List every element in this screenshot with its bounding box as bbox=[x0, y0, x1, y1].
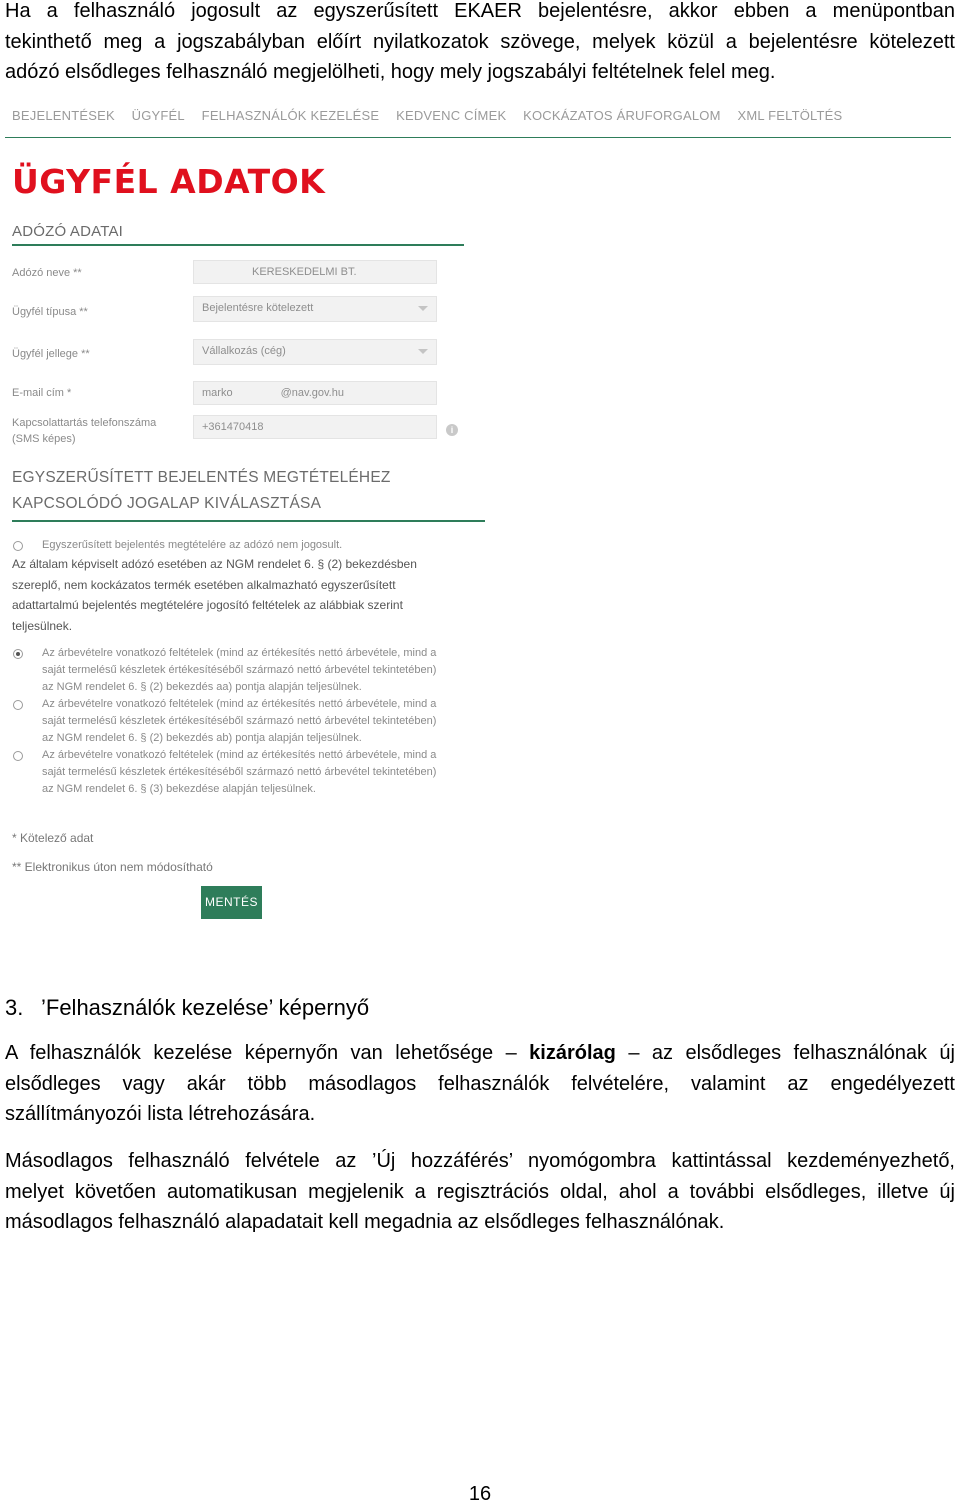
body-line: másodlagos felhasználó alapadatait kell megadnia az elsődleges felhasználónak. bbox=[5, 1211, 725, 1233]
email-field[interactable] bbox=[193, 381, 437, 405]
page-title: ÜGYFÉL ADATOK bbox=[12, 162, 326, 201]
chevron-down-icon bbox=[418, 306, 428, 311]
option-line: saját termelésű készletek értékesítéséből származó nettó árbevétel tekintetében) bbox=[42, 664, 437, 676]
top-navigation bbox=[12, 108, 855, 128]
nav-item-kedvenc-cimek[interactable]: KEDVENC CÍMEK bbox=[396, 108, 507, 123]
option-line: az NGM rendelet 6. § (2) bekezdés ab) pontja alapján teljesülnek. bbox=[42, 732, 362, 744]
section-number: 3. bbox=[5, 995, 24, 1020]
ugyfel-tipusa-value: Bejelentésre kötelezett bbox=[202, 302, 314, 314]
intro-paragraph bbox=[5, 0, 955, 88]
field-label-adozo-neve: Adózó neve ** bbox=[12, 267, 82, 279]
ugyfel-jellege-value: Vállalkozás (cég) bbox=[202, 345, 286, 357]
emphasis-text: kizárólag bbox=[529, 1042, 616, 1064]
nav-divider bbox=[5, 137, 951, 138]
section-title-jogalap bbox=[12, 469, 391, 513]
option-line: saját termelésű készletek értékesítéséből származó nettó árbevétel tekintetében) bbox=[42, 766, 437, 778]
body-line: szállítmányozói lista létrehozására. bbox=[5, 1103, 316, 1125]
intro-line: adózó elsődleges felhasználó megjelölheti, hogy mely jogszabályi feltételnek felel meg. bbox=[5, 61, 776, 83]
field-label-phone-line: (SMS képes) bbox=[12, 433, 76, 445]
option-line: az NGM rendelet 6. § (2) bekezdés aa) pontja alapján teljesülnek. bbox=[42, 681, 362, 693]
body-line: melyet követően automatikusan megjelenik a regisztrációs oldal, ahol a további elsődleges, illetve új bbox=[5, 1180, 955, 1203]
nav-item-ugyfel[interactable]: ÜGYFÉL bbox=[131, 108, 185, 123]
section-title-line: KAPCSOLÓDÓ JOGALAP KIVÁLASZTÁSA bbox=[12, 495, 322, 512]
body-line bbox=[5, 1038, 955, 1069]
declaration-intro-line: teljesülnek. bbox=[12, 618, 73, 633]
nav-item-kockazatos-aruforgalom[interactable]: KOCKÁZATOS ÁRUFORGALOM bbox=[523, 108, 721, 123]
declaration-intro bbox=[12, 554, 442, 636]
section-heading bbox=[5, 993, 369, 1023]
option-ab-label bbox=[42, 696, 482, 747]
option-line: saját termelésű készletek értékesítéséből származó nettó árbevétel tekintetében) bbox=[42, 715, 437, 727]
phone-field[interactable]: +361470418 bbox=[193, 415, 437, 439]
section-title-line: EGYSZERŰSÍTETT BEJELENTÉS MEGTÉTELÉHEZ bbox=[12, 469, 391, 486]
field-label-email: E-mail cím * bbox=[12, 387, 72, 399]
option-6-3-label bbox=[42, 747, 482, 798]
section-divider bbox=[12, 520, 485, 522]
option-line: az NGM rendelet 6. § (3) bekezdése alapján teljesülnek. bbox=[42, 783, 316, 795]
intro-line: Ha a felhasználó jogosult az egyszerűsített EKAER bejelentésre, akkor ebben a menüpontban bbox=[5, 0, 955, 22]
ugyfel-jellege-select[interactable] bbox=[193, 339, 437, 365]
body-line: elsődleges vagy akár több másodlagos felhasználók felvételére, valamint az engedélyezett bbox=[5, 1072, 955, 1095]
declaration-intro-line: szereplő, nem kockázatos termék esetében alkalmazható egyszerűsített bbox=[12, 577, 396, 592]
page-number: 16 bbox=[468, 1483, 492, 1505]
note-required: * Kötelező adat bbox=[12, 831, 94, 845]
declaration-intro-line: Az általam képviselt adózó esetében az NGM rendelet 6. § (2) bekezdésben bbox=[12, 557, 417, 571]
option-line: Az árbevételre vonatkozó feltételek (mind az értékesítés nettó árbevétele, mind a bbox=[42, 749, 437, 761]
intro-line: tekinthető meg a jogszabályban előírt nyilatkozatok szövege, melyek közül a bejelentésre kötelezett bbox=[5, 30, 955, 53]
body-paragraph bbox=[5, 1146, 955, 1238]
email-domain-part: @nav.gov.hu bbox=[280, 387, 344, 399]
field-label-phone-line: Kapcsolattartás telefonszáma bbox=[12, 417, 157, 429]
nav-item-felhasznalok-kezelese[interactable]: FELHASZNÁLÓK KEZELÉSE bbox=[201, 108, 380, 123]
body-text: A felhasználók kezelése képernyőn van lehetősége – bbox=[5, 1042, 517, 1064]
option-aa-label bbox=[42, 645, 482, 696]
chevron-down-icon bbox=[418, 349, 428, 354]
section-divider bbox=[12, 244, 464, 246]
radio-not-entitled[interactable] bbox=[13, 541, 23, 551]
nav-item-xml-feltoltes[interactable]: XML FELTÖLTÉS bbox=[737, 108, 843, 123]
adozo-neve-field[interactable]: KERESKEDELMI BT. bbox=[193, 260, 437, 284]
radio-option-aa[interactable] bbox=[13, 649, 23, 659]
option-line: Az árbevételre vonatkozó feltételek (mind az értékesítés nettó árbevétele, mind a bbox=[42, 698, 437, 710]
body-line: Másodlagos felhasználó felvétele az ’Új hozzáférés’ nyomógombra kattintással kezdeményezhető, bbox=[5, 1150, 955, 1172]
embedded-screenshot bbox=[0, 100, 960, 930]
body-text: – az elsődleges felhasználónak új bbox=[628, 1042, 955, 1064]
section-title-adozo-adatai: ADÓZÓ ADATAI bbox=[12, 223, 124, 240]
section-title: ’Felhasználók kezelése’ képernyő bbox=[41, 995, 370, 1020]
field-label-ugyfel-tipusa: Ügyfél típusa ** bbox=[12, 306, 88, 318]
option-not-entitled-label: Egyszerűsített bejelentés megtételére az adózó nem jogosult. bbox=[42, 539, 343, 551]
note-readonly: ** Elektronikus úton nem módosítható bbox=[12, 860, 213, 874]
radio-option-ab[interactable] bbox=[13, 700, 23, 710]
email-user-part: marko bbox=[202, 387, 233, 399]
ugyfel-tipusa-select[interactable] bbox=[193, 296, 437, 322]
body-paragraph bbox=[5, 1038, 955, 1130]
field-label-phone bbox=[12, 415, 156, 447]
option-line: Az árbevételre vonatkozó feltételek (mind az értékesítés nettó árbevétele, mind a bbox=[42, 647, 437, 659]
nav-item-bejelentesek[interactable]: BEJELENTÉSEK bbox=[12, 108, 115, 123]
save-button[interactable]: MENTÉS bbox=[201, 886, 262, 919]
info-icon[interactable]: i bbox=[446, 424, 458, 436]
declaration-intro-line: adattartalmú bejelentés megtételére jogosító feltételek az alábbiak szerint bbox=[12, 598, 403, 612]
radio-option-6-3[interactable] bbox=[13, 751, 23, 761]
field-label-ugyfel-jellege: Ügyfél jellege ** bbox=[12, 348, 90, 360]
